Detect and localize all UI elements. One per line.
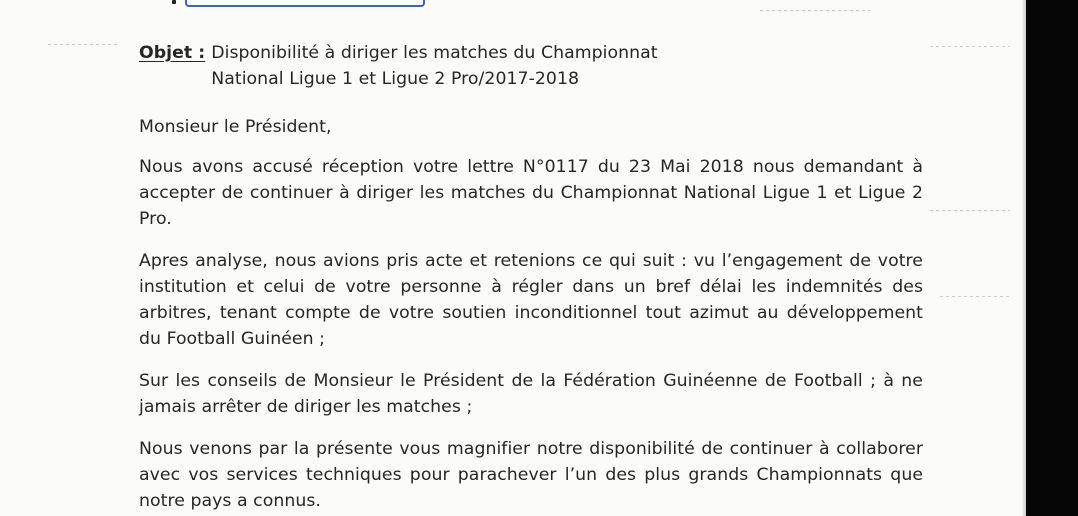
ink-mark bbox=[172, 0, 176, 4]
scan-noise bbox=[760, 10, 870, 11]
subject-text: Disponibilité à diriger les matches du Championnat National Ligue 1 et Ligue 2 Pro/2017-2018 bbox=[211, 43, 658, 89]
scan-border bbox=[1026, 0, 1078, 516]
subject-line bbox=[139, 40, 923, 92]
subject-label: Objet : bbox=[139, 43, 206, 63]
paragraph-3: Sur les conseils de Monsieur le Président de la Fédération Guinéenne de Football ; à ne jamais arrêter de diriger les matches ; bbox=[139, 371, 923, 417]
letter-body bbox=[139, 40, 923, 514]
scan-noise bbox=[48, 44, 118, 45]
scan-noise bbox=[940, 296, 1010, 297]
paragraph-4: Nous venons par la présente vous magnifier notre disponibilité de continuer à collaborer avec vos services techniques pour parachever l’un des plus grands Championnats que notre pays a connus. bbox=[139, 439, 923, 511]
scan-noise bbox=[930, 46, 1010, 47]
salutation: Monsieur le Président, bbox=[139, 117, 332, 137]
stamp-box bbox=[185, 0, 425, 7]
paragraph-1: Nous avons accusé réception votre lettre N°0117 du 23 Mai 2018 nous demandant à accepter de continuer à diriger les matches du Championnat National Ligue 1 et Ligue 2 Pro. bbox=[139, 157, 923, 229]
paragraph-2: Apres analyse, nous avions pris acte et retenions ce qui suit : vu l’engagement de votre institution et celui de votre personne à régler dans un bref délai les indemnités des arbitres, tenant compte de votre soutien inconditionnel tout azimut au développement du Football Guinéen ; bbox=[139, 251, 923, 349]
scan-noise bbox=[930, 210, 1010, 211]
